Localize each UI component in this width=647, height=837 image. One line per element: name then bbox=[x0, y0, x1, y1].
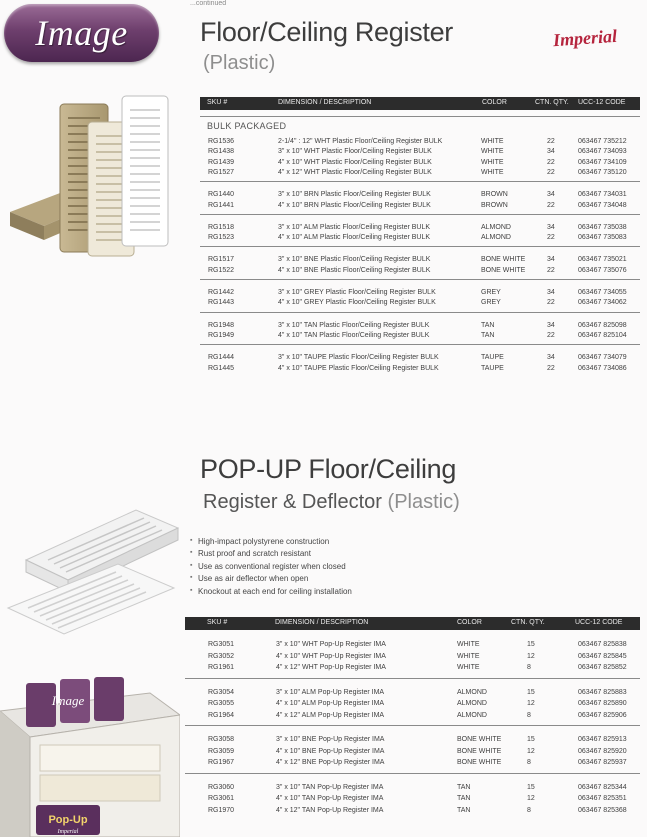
cell-sku: RG1970 bbox=[208, 806, 235, 814]
cell-upc: 063467 825890 bbox=[578, 700, 627, 707]
section2-subtitle-main: Register & Deflector bbox=[203, 491, 382, 513]
cell-upc: 063467 734079 bbox=[578, 354, 627, 362]
table-row bbox=[0, 202, 647, 213]
cell-upc: 063467 825845 bbox=[578, 652, 627, 660]
cell-qty: 8 bbox=[527, 664, 531, 671]
cell-upc: 063467 734055 bbox=[578, 289, 627, 296]
cell-desc: 4" x 10" TAN Plastic Floor/Ceiling Register BULK bbox=[278, 331, 430, 339]
cell-desc: 4" x 10" TAUPE Plastic Floor/Ceiling Register BULK bbox=[278, 364, 439, 372]
cell-upc: 063467 825852 bbox=[578, 664, 627, 671]
cell-upc: 063467 735021 bbox=[578, 256, 627, 264]
cell-sku: RG3060 bbox=[208, 783, 235, 791]
cell-desc: 3" x 10" TAN Pop-Up Register IMA bbox=[276, 783, 384, 791]
cell-desc: 4" x 10" WHT Pop-Up Register IMA bbox=[276, 652, 386, 660]
cell-qty: 15 bbox=[527, 736, 535, 743]
cell-color: WHITE bbox=[481, 158, 504, 166]
cell-sku: RG3058 bbox=[208, 736, 235, 743]
cell-qty: 22 bbox=[547, 331, 555, 339]
col-ctn-qty: CTN. QTY. bbox=[535, 99, 569, 106]
cell-color: WHITE bbox=[481, 148, 504, 156]
cell-color: BONE WHITE bbox=[457, 736, 502, 743]
cell-qty: 12 bbox=[527, 795, 535, 802]
cell-sku: RG1967 bbox=[208, 759, 235, 766]
cell-upc: 063467 825920 bbox=[578, 747, 627, 755]
col-ucc-code: UCC-12 CODE bbox=[578, 99, 626, 106]
cell-qty: 22 bbox=[547, 364, 555, 372]
logo-text: Image bbox=[35, 13, 128, 53]
cell-color: BROWN bbox=[481, 191, 508, 199]
cell-desc: 4" x 10" GREY Plastic Floor/Ceiling Register BULK bbox=[278, 299, 436, 307]
cell-qty: 22 bbox=[547, 168, 555, 176]
cell-sku: RG1948 bbox=[208, 321, 235, 329]
cell-qty: 12 bbox=[527, 652, 535, 660]
cell-qty: 22 bbox=[547, 266, 555, 274]
cell-sku: RG1517 bbox=[208, 256, 235, 264]
cell-desc: 3" x 10" ALM Pop-Up Register IMA bbox=[276, 688, 385, 696]
cell-upc: 063467 735076 bbox=[578, 266, 627, 274]
table-row bbox=[0, 299, 647, 310]
cell-qty: 34 bbox=[547, 256, 555, 264]
cell-qty: 34 bbox=[547, 321, 555, 329]
section1-subtitle: (Plastic) bbox=[203, 52, 276, 74]
cell-upc: 063467 825838 bbox=[578, 641, 627, 648]
cell-color: GREY bbox=[481, 289, 501, 296]
table-row bbox=[0, 664, 647, 675]
col-color: COLOR bbox=[482, 99, 507, 106]
cell-sku: RG1440 bbox=[208, 191, 235, 199]
cell-color: WHITE bbox=[457, 641, 480, 648]
group-divider bbox=[200, 312, 640, 313]
cell-desc: 3" x 10" WHT Plastic Floor/Ceiling Register BULK bbox=[278, 148, 432, 156]
cell-desc: 4" x 10" ALM Pop-Up Register IMA bbox=[276, 700, 385, 707]
cell-upc: 063467 825368 bbox=[578, 806, 627, 814]
col-ctn-qty: CTN. QTY. bbox=[511, 619, 545, 626]
continued-label: ...continued bbox=[190, 0, 227, 7]
section2-subtitle-material: (Plastic) bbox=[387, 491, 460, 513]
cell-qty: 8 bbox=[527, 759, 531, 766]
cell-color: WHITE bbox=[481, 138, 504, 145]
cell-sku: RG1523 bbox=[208, 234, 235, 242]
cell-upc: 063467 734031 bbox=[578, 191, 627, 199]
section2-table-header bbox=[185, 617, 640, 630]
cell-upc: 063467 735038 bbox=[578, 223, 627, 231]
feature-item: ▪ Use as conventional register when closed bbox=[190, 562, 352, 574]
cell-qty: 15 bbox=[527, 688, 535, 696]
cell-color: TAN bbox=[457, 783, 471, 791]
cell-upc: 063467 734086 bbox=[578, 364, 627, 372]
cell-sku: RG3054 bbox=[208, 688, 235, 696]
cell-qty: 34 bbox=[547, 289, 555, 296]
cell-sku: RG1518 bbox=[208, 223, 235, 231]
cell-sku: RG1522 bbox=[208, 266, 235, 274]
cell-qty: 22 bbox=[547, 138, 555, 145]
cell-sku: RG1527 bbox=[208, 168, 235, 176]
cell-desc: 4" x 10" BNE Pop-Up Register IMA bbox=[276, 747, 385, 755]
cell-color: WHITE bbox=[457, 652, 480, 660]
cell-desc: 4" x 10" ALM Plastic Floor/Ceiling Register BULK bbox=[278, 234, 431, 242]
table-row bbox=[0, 332, 647, 343]
cell-upc: 063467 825937 bbox=[578, 759, 627, 766]
cell-desc: 4" x 10" TAN Pop-Up Register IMA bbox=[276, 795, 384, 802]
cell-color: TAN bbox=[481, 331, 495, 339]
cell-color: BROWN bbox=[481, 201, 508, 209]
group-divider bbox=[185, 773, 640, 774]
cell-upc: 063467 825906 bbox=[578, 711, 627, 719]
cell-desc: 3" x 10" GREY Plastic Floor/Ceiling Register BULK bbox=[278, 289, 436, 296]
box-logo-text: Image bbox=[51, 693, 85, 708]
cell-upc: 063467 825344 bbox=[578, 783, 627, 791]
cell-upc: 063467 825351 bbox=[578, 795, 627, 802]
group-divider bbox=[185, 725, 640, 726]
cell-desc: 4" x 12" BNE Pop-Up Register IMA bbox=[276, 759, 385, 766]
col-description: DIMENSION / DESCRIPTION bbox=[275, 619, 369, 626]
cell-color: WHITE bbox=[457, 664, 480, 671]
col-ucc-code: UCC-12 CODE bbox=[575, 619, 623, 626]
cell-color: TAN bbox=[457, 795, 471, 802]
cell-desc: 2-1/4" : 12" WHT Plastic Floor/Ceiling Register BULK bbox=[278, 138, 443, 145]
image-logo bbox=[4, 4, 159, 62]
cell-qty: 15 bbox=[527, 641, 535, 648]
cell-upc: 063467 825104 bbox=[578, 331, 627, 339]
cell-qty: 8 bbox=[527, 806, 531, 814]
cell-sku: RG1444 bbox=[208, 354, 235, 362]
cell-upc: 063467 825098 bbox=[578, 321, 627, 329]
feature-item: ▪ High-impact polystyrene construction bbox=[190, 537, 352, 549]
cell-color: TAN bbox=[457, 806, 471, 814]
cell-upc: 063467 735212 bbox=[578, 138, 627, 145]
cell-desc: 4" x 12" ALM Pop-Up Register IMA bbox=[276, 711, 385, 719]
cell-sku: RG3059 bbox=[208, 747, 235, 755]
section1-title: Floor/Ceiling Register bbox=[200, 17, 453, 47]
cell-sku: RG1441 bbox=[208, 201, 235, 209]
cell-sku: RG1442 bbox=[208, 289, 235, 296]
cell-color: BONE WHITE bbox=[457, 759, 502, 766]
cell-desc: 3" x 10" BNE Plastic Floor/Ceiling Register BULK bbox=[278, 256, 431, 264]
col-color: COLOR bbox=[457, 619, 482, 626]
cell-color: ALMOND bbox=[457, 700, 487, 707]
feature-list bbox=[190, 537, 352, 599]
cell-color: TAUPE bbox=[481, 354, 504, 362]
cell-color: ALMOND bbox=[481, 234, 511, 242]
group-divider bbox=[200, 246, 640, 247]
imperial-brand-logo: Imperial bbox=[552, 25, 618, 51]
cell-desc: 4" x 12" WHT Pop-Up Register IMA bbox=[276, 664, 386, 671]
cell-desc: 4" x 12" WHT Plastic Floor/Ceiling Register BULK bbox=[278, 168, 432, 176]
display-box-illustration bbox=[0, 675, 180, 837]
table-row bbox=[0, 653, 647, 664]
feature-item: ▪ Knockout at each end for ceiling installation bbox=[190, 587, 352, 599]
cell-desc: 3" x 10" TAUPE Plastic Floor/Ceiling Register BULK bbox=[278, 354, 439, 362]
cell-color: BONE WHITE bbox=[481, 266, 526, 274]
cell-qty: 22 bbox=[547, 299, 555, 307]
cell-upc: 063467 735083 bbox=[578, 234, 627, 242]
cell-qty: 22 bbox=[547, 234, 555, 242]
group-divider bbox=[200, 344, 640, 345]
cell-sku: RG1439 bbox=[208, 158, 235, 166]
cell-sku: RG1961 bbox=[208, 664, 235, 671]
cell-desc: 3" x 10" ALM Plastic Floor/Ceiling Register BULK bbox=[278, 223, 431, 231]
cell-sku: RG3052 bbox=[208, 652, 235, 660]
cell-qty: 34 bbox=[547, 223, 555, 231]
cell-desc: 3" x 10" BRN Plastic Floor/Ceiling Register BULK bbox=[278, 191, 431, 199]
feature-item: ▪ Rust proof and scratch resistant bbox=[190, 549, 352, 561]
cell-sku: RG3051 bbox=[208, 641, 235, 648]
cell-qty: 34 bbox=[547, 191, 555, 199]
bulk-packaged-label: BULK PACKAGED bbox=[207, 121, 287, 131]
cell-color: ALMOND bbox=[457, 711, 487, 719]
cell-color: BONE WHITE bbox=[481, 256, 526, 264]
cell-upc: 063467 825913 bbox=[578, 736, 627, 743]
cell-color: BONE WHITE bbox=[457, 747, 502, 755]
box-brand-text: Imperial bbox=[57, 829, 79, 835]
cell-qty: 34 bbox=[547, 354, 555, 362]
cell-upc: 063467 735120 bbox=[578, 168, 627, 176]
cell-upc: 063467 734062 bbox=[578, 299, 627, 307]
cell-desc: 4" x 12" TAN Pop-Up Register IMA bbox=[276, 806, 384, 814]
cell-sku: RG1949 bbox=[208, 331, 235, 339]
group-divider bbox=[200, 181, 640, 182]
cell-color: TAUPE bbox=[481, 364, 504, 372]
cell-upc: 063467 825883 bbox=[578, 688, 627, 696]
cell-qty: 22 bbox=[547, 158, 555, 166]
cell-color: ALMOND bbox=[457, 688, 487, 696]
cell-desc: 3" x 10" WHT Pop-Up Register IMA bbox=[276, 641, 386, 648]
box-product-text: Pop-Up bbox=[48, 814, 88, 826]
cell-qty: 12 bbox=[527, 747, 535, 755]
cell-qty: 8 bbox=[527, 711, 531, 719]
cell-color: ALMOND bbox=[481, 223, 511, 231]
cell-sku: RG3061 bbox=[208, 795, 235, 802]
group-divider bbox=[185, 678, 640, 679]
section2-title: POP-UP Floor/Ceiling bbox=[200, 454, 457, 484]
cell-sku: RG1438 bbox=[208, 148, 235, 156]
cell-desc: 3" x 10" BNE Pop-Up Register IMA bbox=[276, 736, 385, 743]
col-sku: SKU # bbox=[207, 619, 228, 626]
table-row bbox=[0, 234, 647, 245]
table-row bbox=[0, 267, 647, 278]
col-description: DIMENSION / DESCRIPTION bbox=[278, 99, 372, 106]
cell-upc: 063467 734048 bbox=[578, 201, 627, 209]
section2-subtitle bbox=[203, 491, 460, 514]
cell-color: GREY bbox=[481, 299, 501, 307]
cell-upc: 063467 734109 bbox=[578, 158, 627, 166]
cell-qty: 34 bbox=[547, 148, 555, 156]
divider bbox=[200, 116, 640, 117]
cell-color: WHITE bbox=[481, 168, 504, 176]
popup-register-illustration bbox=[6, 500, 186, 640]
table-row bbox=[0, 365, 647, 376]
table-row bbox=[0, 641, 647, 652]
cell-sku: RG3055 bbox=[208, 700, 235, 707]
cell-desc: 4" x 10" BNE Plastic Floor/Ceiling Register BULK bbox=[278, 266, 431, 274]
cell-desc: 4" x 10" WHT Plastic Floor/Ceiling Register BULK bbox=[278, 158, 432, 166]
group-divider bbox=[200, 214, 640, 215]
cell-desc: 3" x 10" TAN Plastic Floor/Ceiling Register BULK bbox=[278, 321, 430, 329]
cell-desc: 4" x 10" BRN Plastic Floor/Ceiling Register BULK bbox=[278, 201, 431, 209]
cell-sku: RG1536 bbox=[208, 138, 235, 145]
cell-color: TAN bbox=[481, 321, 495, 329]
section1-table-header bbox=[200, 97, 640, 110]
feature-item: ▪ Use as air deflector when open bbox=[190, 574, 352, 586]
cell-upc: 063467 734093 bbox=[578, 148, 627, 156]
cell-qty: 15 bbox=[527, 783, 535, 791]
cell-sku: RG1445 bbox=[208, 364, 235, 372]
group-divider bbox=[200, 279, 640, 280]
table-row bbox=[0, 169, 647, 180]
cell-sku: RG1964 bbox=[208, 711, 235, 719]
cell-qty: 22 bbox=[547, 201, 555, 209]
col-sku: SKU # bbox=[207, 99, 228, 106]
cell-qty: 12 bbox=[527, 700, 535, 707]
cell-sku: RG1443 bbox=[208, 299, 235, 307]
